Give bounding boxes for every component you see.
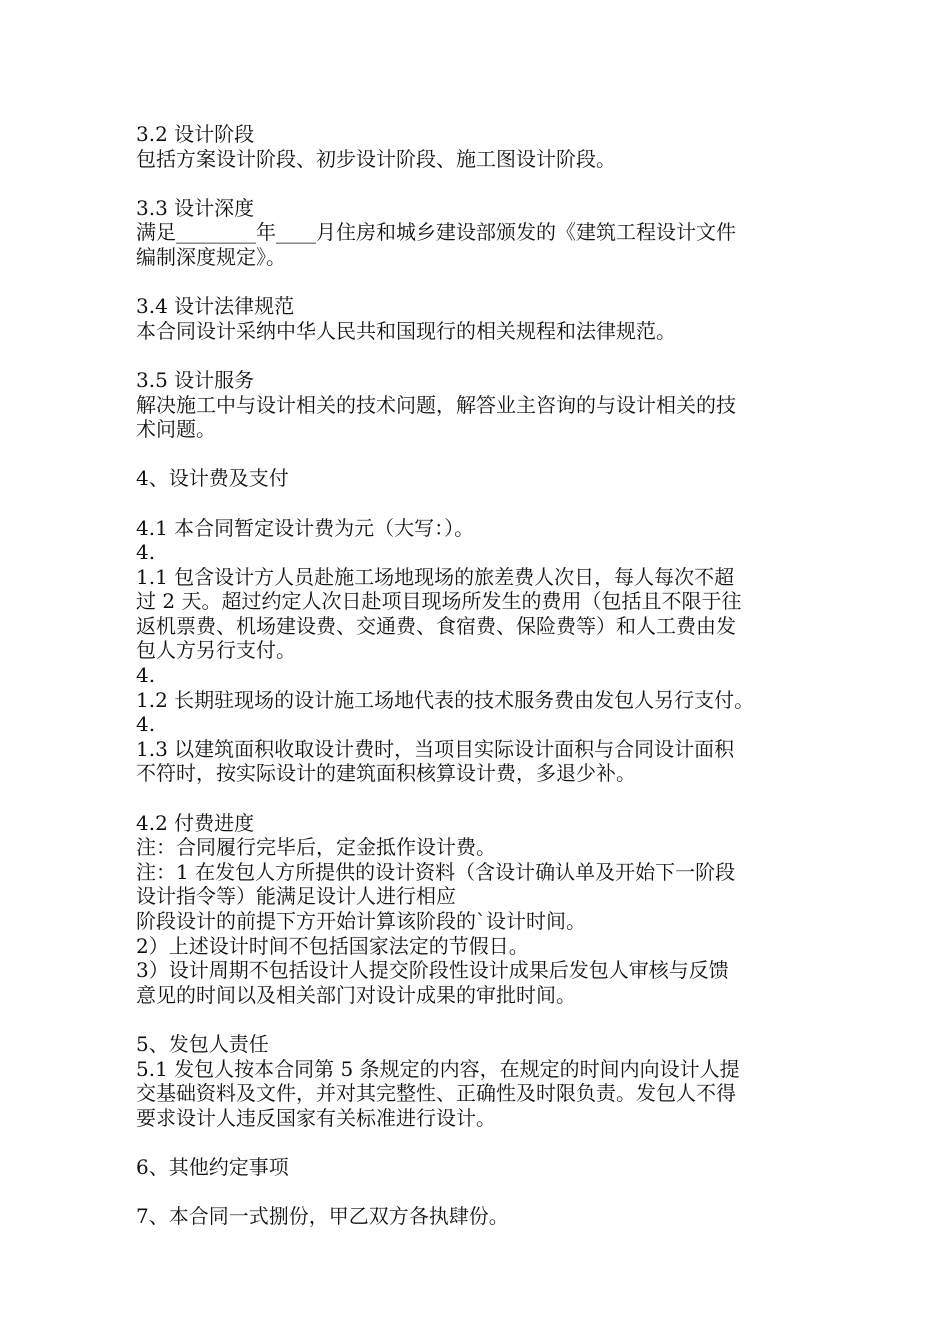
text-line: 返机票费、机场建设费、交通费、食宿费、保险费等）和人工费由发 (136, 613, 736, 638)
text-line: 7、本合同一式捌份，甲乙双方各执肆份。 (136, 1204, 509, 1229)
text-line: 不符时，按实际设计的建筑面积核算设计费，多退少补。 (136, 761, 636, 786)
paragraph-gap (136, 491, 816, 516)
text-line: 包人方另行支付。 (136, 638, 296, 663)
paragraph-gap (136, 786, 816, 811)
text-line: 1.1 包含设计方人员赴施工场地现场的旅差费人次日，每人每次不超 (136, 564, 735, 589)
text-line: 4. (136, 540, 156, 565)
text-line: 术问题。 (136, 417, 216, 442)
text-line: 6、其他约定事项 (136, 1154, 289, 1179)
paragraph-gap (136, 1180, 816, 1205)
text-line: 解决施工中与设计相关的技术问题，解答业主咨询的与设计相关的技 (136, 392, 736, 417)
text-line: 4. (136, 712, 156, 737)
text-line: 本合同设计采纳中华人民共和国现行的相关规程和法律规范。 (136, 318, 676, 343)
text-line: 5.1 发包人按本合同第 5 条规定的内容，在规定的时间内向设计人提 (136, 1056, 740, 1081)
text-line: 阶段设计的前提下方开始计算该阶段的`设计时间。 (136, 909, 586, 933)
text-line: 注：合同履行完毕后，定金抵作设计费。 (136, 835, 496, 860)
text-line: 3.5 设计服务 (136, 367, 255, 392)
text-line: 注：1 在发包人方所提供的设计资料（含设计确认单及开始下一阶段 (136, 859, 736, 884)
document-page (136, 122, 816, 1229)
text-line: 1.2 长期驻现场的设计施工场地代表的技术服务费由发包人另行支付。 (136, 687, 755, 712)
text-line: 3.4 设计法律规范 (136, 294, 295, 319)
text-line: 4. (136, 663, 156, 688)
text-line: 设计指令等）能满足设计人进行相应 (136, 884, 456, 909)
paragraph-gap (136, 171, 816, 196)
text-line: 4.1 本合同暂定设计费为元（大写：）。 (136, 515, 475, 540)
text-line: 3.2 设计阶段 (136, 122, 255, 146)
text-line: 编制深度规定》。 (136, 244, 286, 269)
text-line: 3）设计周期不包括设计人提交阶段性设计成果后发包人审核与反馈 (136, 958, 729, 983)
text-line: 1.3 以建筑面积收取设计费时，当项目实际设计面积与合同设计面积 (136, 736, 735, 761)
text-line: 过 2 天。超过约定人次日赴项目现场所发生的费用（包括且不限于往 (136, 589, 742, 614)
text-line: 4.2 付费进度 (136, 810, 255, 835)
text-line: 5、发包人责任 (136, 1031, 269, 1056)
paragraph-gap (136, 442, 816, 467)
text-line: 意见的时间以及相关部门对设计成果的审批时间。 (136, 982, 576, 1007)
text-line: 包括方案设计阶段、初步设计阶段、施工图设计阶段。 (136, 146, 616, 171)
text-line: 要求设计人违反国家有关标准进行设计。 (136, 1105, 496, 1130)
paragraph-gap (136, 1130, 816, 1155)
paragraph-gap (136, 1007, 816, 1032)
text-line: 3.3 设计深度 (136, 195, 255, 220)
paragraph-gap (136, 270, 816, 295)
text-line: 交基础资料及文件，并对其完整性、正确性及时限负责。发包人不得 (136, 1081, 736, 1106)
text-line: 2）上述设计时间不包括国家法定的节假日。 (136, 933, 529, 958)
text-line: 4、设计费及支付 (136, 466, 289, 491)
text-line: 满足________年____月住房和城乡建设部颁发的《建筑工程设计文件 (136, 220, 736, 245)
paragraph-gap (136, 343, 816, 368)
